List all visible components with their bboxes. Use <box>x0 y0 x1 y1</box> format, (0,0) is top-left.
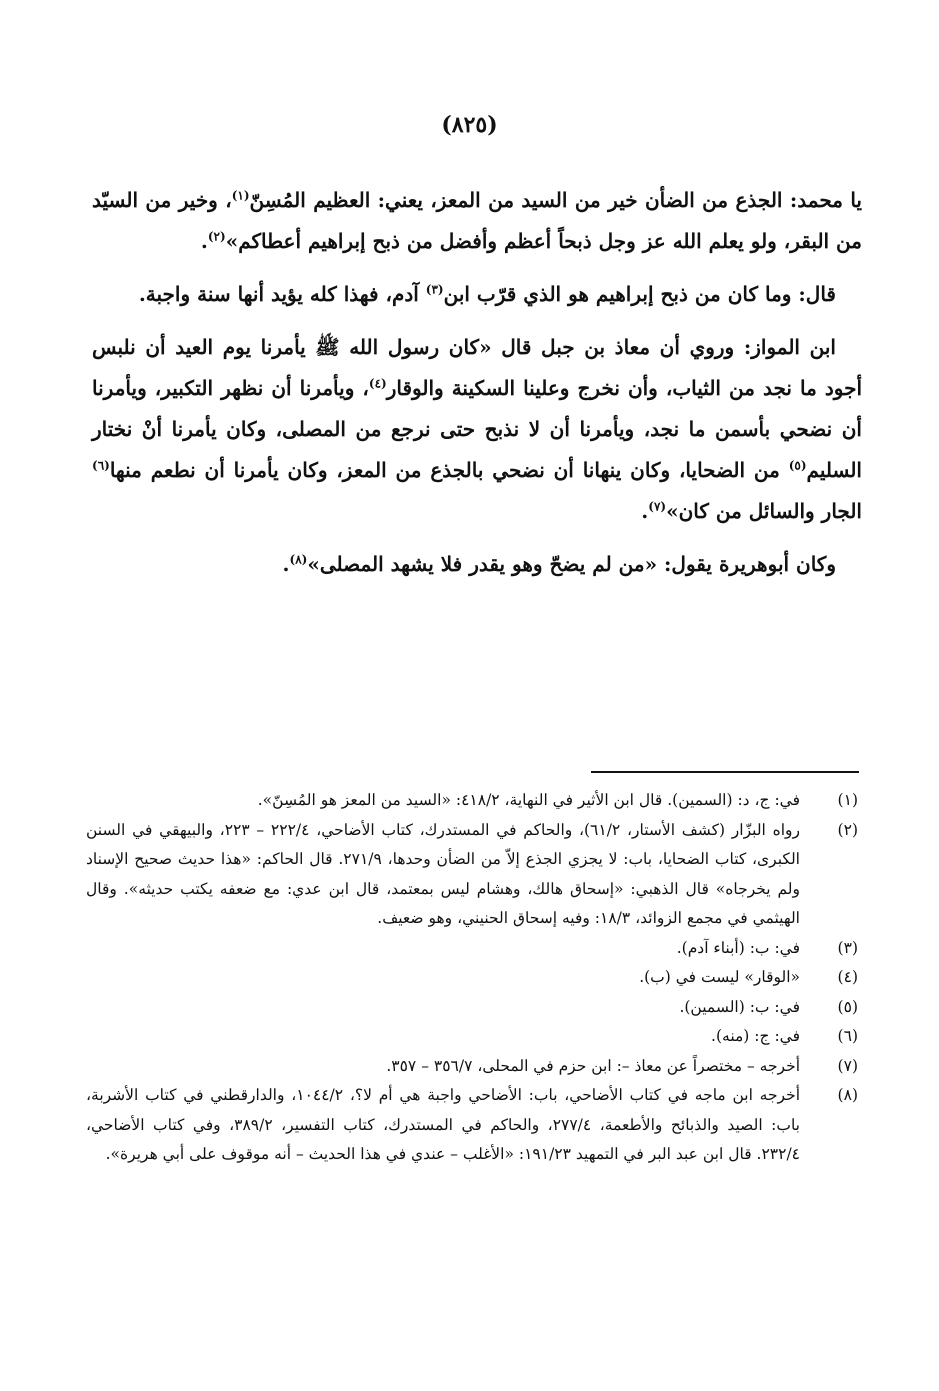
footnote-2 <box>86 816 866 934</box>
footnote-5 <box>86 993 866 1023</box>
footnote-6 <box>86 1022 866 1052</box>
page-number: (٨٢٥) <box>441 112 498 138</box>
footnote-ref[interactable]: (٥) <box>788 458 807 473</box>
footnote-7 <box>86 1052 866 1082</box>
text-segment: قال: وما كان من ذبح إبراهيم هو الذي قرّب ابن <box>443 282 836 306</box>
paragraph-3 <box>92 327 862 532</box>
footnote-separator <box>591 771 859 773</box>
footnote-number: (٥) <box>837 997 858 1016</box>
text-segment: ابن المواز: وروي أن معاذ بن جبل قال «كان رسول الله ﷺ يأمرنا يوم العيد أن نلبس أجود ما نجد من الثياب، وأن نخرج وعلينا السكينة والوقار <box>92 335 863 400</box>
footnote-number: (٦) <box>837 1027 858 1045</box>
footnote-3 <box>86 934 866 964</box>
text-segment: يا محمد: الجذع من الضأن خير من السيد من المعز، يعني: العظيم المُسِنّ <box>249 188 862 212</box>
footnote-text: في: ب: (السمين). <box>679 997 800 1016</box>
footnote-number: (٣) <box>837 938 858 957</box>
paragraph-4 <box>92 544 862 585</box>
footnote-ref[interactable]: (٤) <box>368 376 387 391</box>
footnote-8 <box>86 1081 866 1170</box>
main-text <box>92 180 862 597</box>
footnote-text: «الوقار» ليست في (ب). <box>639 968 800 986</box>
footnotes <box>86 786 866 1170</box>
text-segment: ، وخير من السيّد من البقر، ولو يعلم الله عز وجل ذبحاً أعظم وأفضل من ذبح إبراهيم أعطاكم» <box>92 188 862 253</box>
footnote-ref[interactable]: (٧) <box>648 499 667 514</box>
footnote-text: في: ج، د: (السمين). قال ابن الأثير في النهاية، ٤١٨/٢: «السيد من المعز هو المُسِنّ». <box>257 791 800 809</box>
footnote-number: (٧) <box>837 1056 858 1075</box>
footnote-text: في: ج: (منه). <box>711 1027 800 1045</box>
footnote-number: (٢) <box>837 820 858 839</box>
footnote-text: في: ب: (أبناء آدم). <box>676 938 800 957</box>
footnote-number: (٤) <box>837 968 858 986</box>
footnote-text: رواه البزّار (كشف الأستار، ٦١/٢)، والحاكم في المستدرك، كتاب الأضاحي، ٢٢٢/٤ – ٢٢٣، والبيهقي في السنن الكبرى، كتاب الضحايا، باب: لا يجزي الجذع إلاّ من الضأن وحدها، ٢٧١/٩. قال الحاكم: «هذا حديث صحيح الإسناد ولم يخرجاه» قال الذهبي: «إسحاق هالك، وهشام ليس بمعتمد، قال ابن عدي: مع ضعفه يكتب حديثه». وقال الهيثمي في مجمع الزوائد، ١٨/٣: وفيه إسحاق الحنيني، وهو ضعيف. <box>86 820 801 927</box>
text-segment: الجار والسائل من كان» <box>666 499 862 523</box>
text-segment: . <box>282 552 290 576</box>
footnote-text: أخرجه ابن ماجه في كتاب الأضاحي، باب: الأضاحي واجبة هي أم لا؟، ١٠٤٤/٢، والدارقطني في كتاب الأشربة، باب: الصيد والذبائح والأطعمة، ٢٧٧/٤، والحاكم في المستدرك، كتاب التفسير، ٣٨٩/٢، وفي كتاب الأضاحي، ٢٣٢/٤. قال ابن عبد البر في التمهيد ١٩١/٢٣: «الأغلب – عندي في هذا الحديث – أنه موقوف على أبي هريرة». <box>86 1086 800 1163</box>
footnote-ref[interactable]: (١) <box>231 188 250 203</box>
footnote-ref[interactable]: (٢) <box>207 229 226 244</box>
footnote-ref[interactable]: (٦) <box>92 458 110 473</box>
footnote-4 <box>86 963 866 993</box>
text-segment: من الضحايا، وكان ينهانا أن نضحي بالجذع من المعز، وكان يأمرنا أن نطعم منها <box>109 458 789 482</box>
footnote-ref[interactable]: (٣) <box>425 282 444 297</box>
text-segment: آدم، فهذا كله يؤيد أنها سنة واجبة. <box>138 282 426 306</box>
footnote-ref[interactable]: (٨) <box>289 552 308 567</box>
text-segment: وكان أبوهريرة يقول: «من لم يضحّ وهو يقدر فلا يشهد المصلى» <box>307 552 836 576</box>
footnote-text: أخرجه – مختصراً عن معاذ –: ابن حزم في المحلى، ٣٥٦/٧ – ٣٥٧. <box>386 1056 800 1075</box>
footnote-number: (٨) <box>837 1086 858 1104</box>
text-segment: ، ويأمرنا أن نظهر التكبير، ويأمرنا أن نضحي بأسمن ما نجد، ويأمرنا أن لا نذبح حتى نرجع من المصلى، وكان يأمرنا أنْ نختار السليم <box>92 376 862 482</box>
text-segment: . <box>641 499 649 523</box>
paragraph-2 <box>92 274 862 315</box>
text-segment: . <box>200 229 208 253</box>
paragraph-1 <box>92 180 862 262</box>
footnote-1 <box>86 786 866 816</box>
footnote-number: (١) <box>837 791 858 809</box>
